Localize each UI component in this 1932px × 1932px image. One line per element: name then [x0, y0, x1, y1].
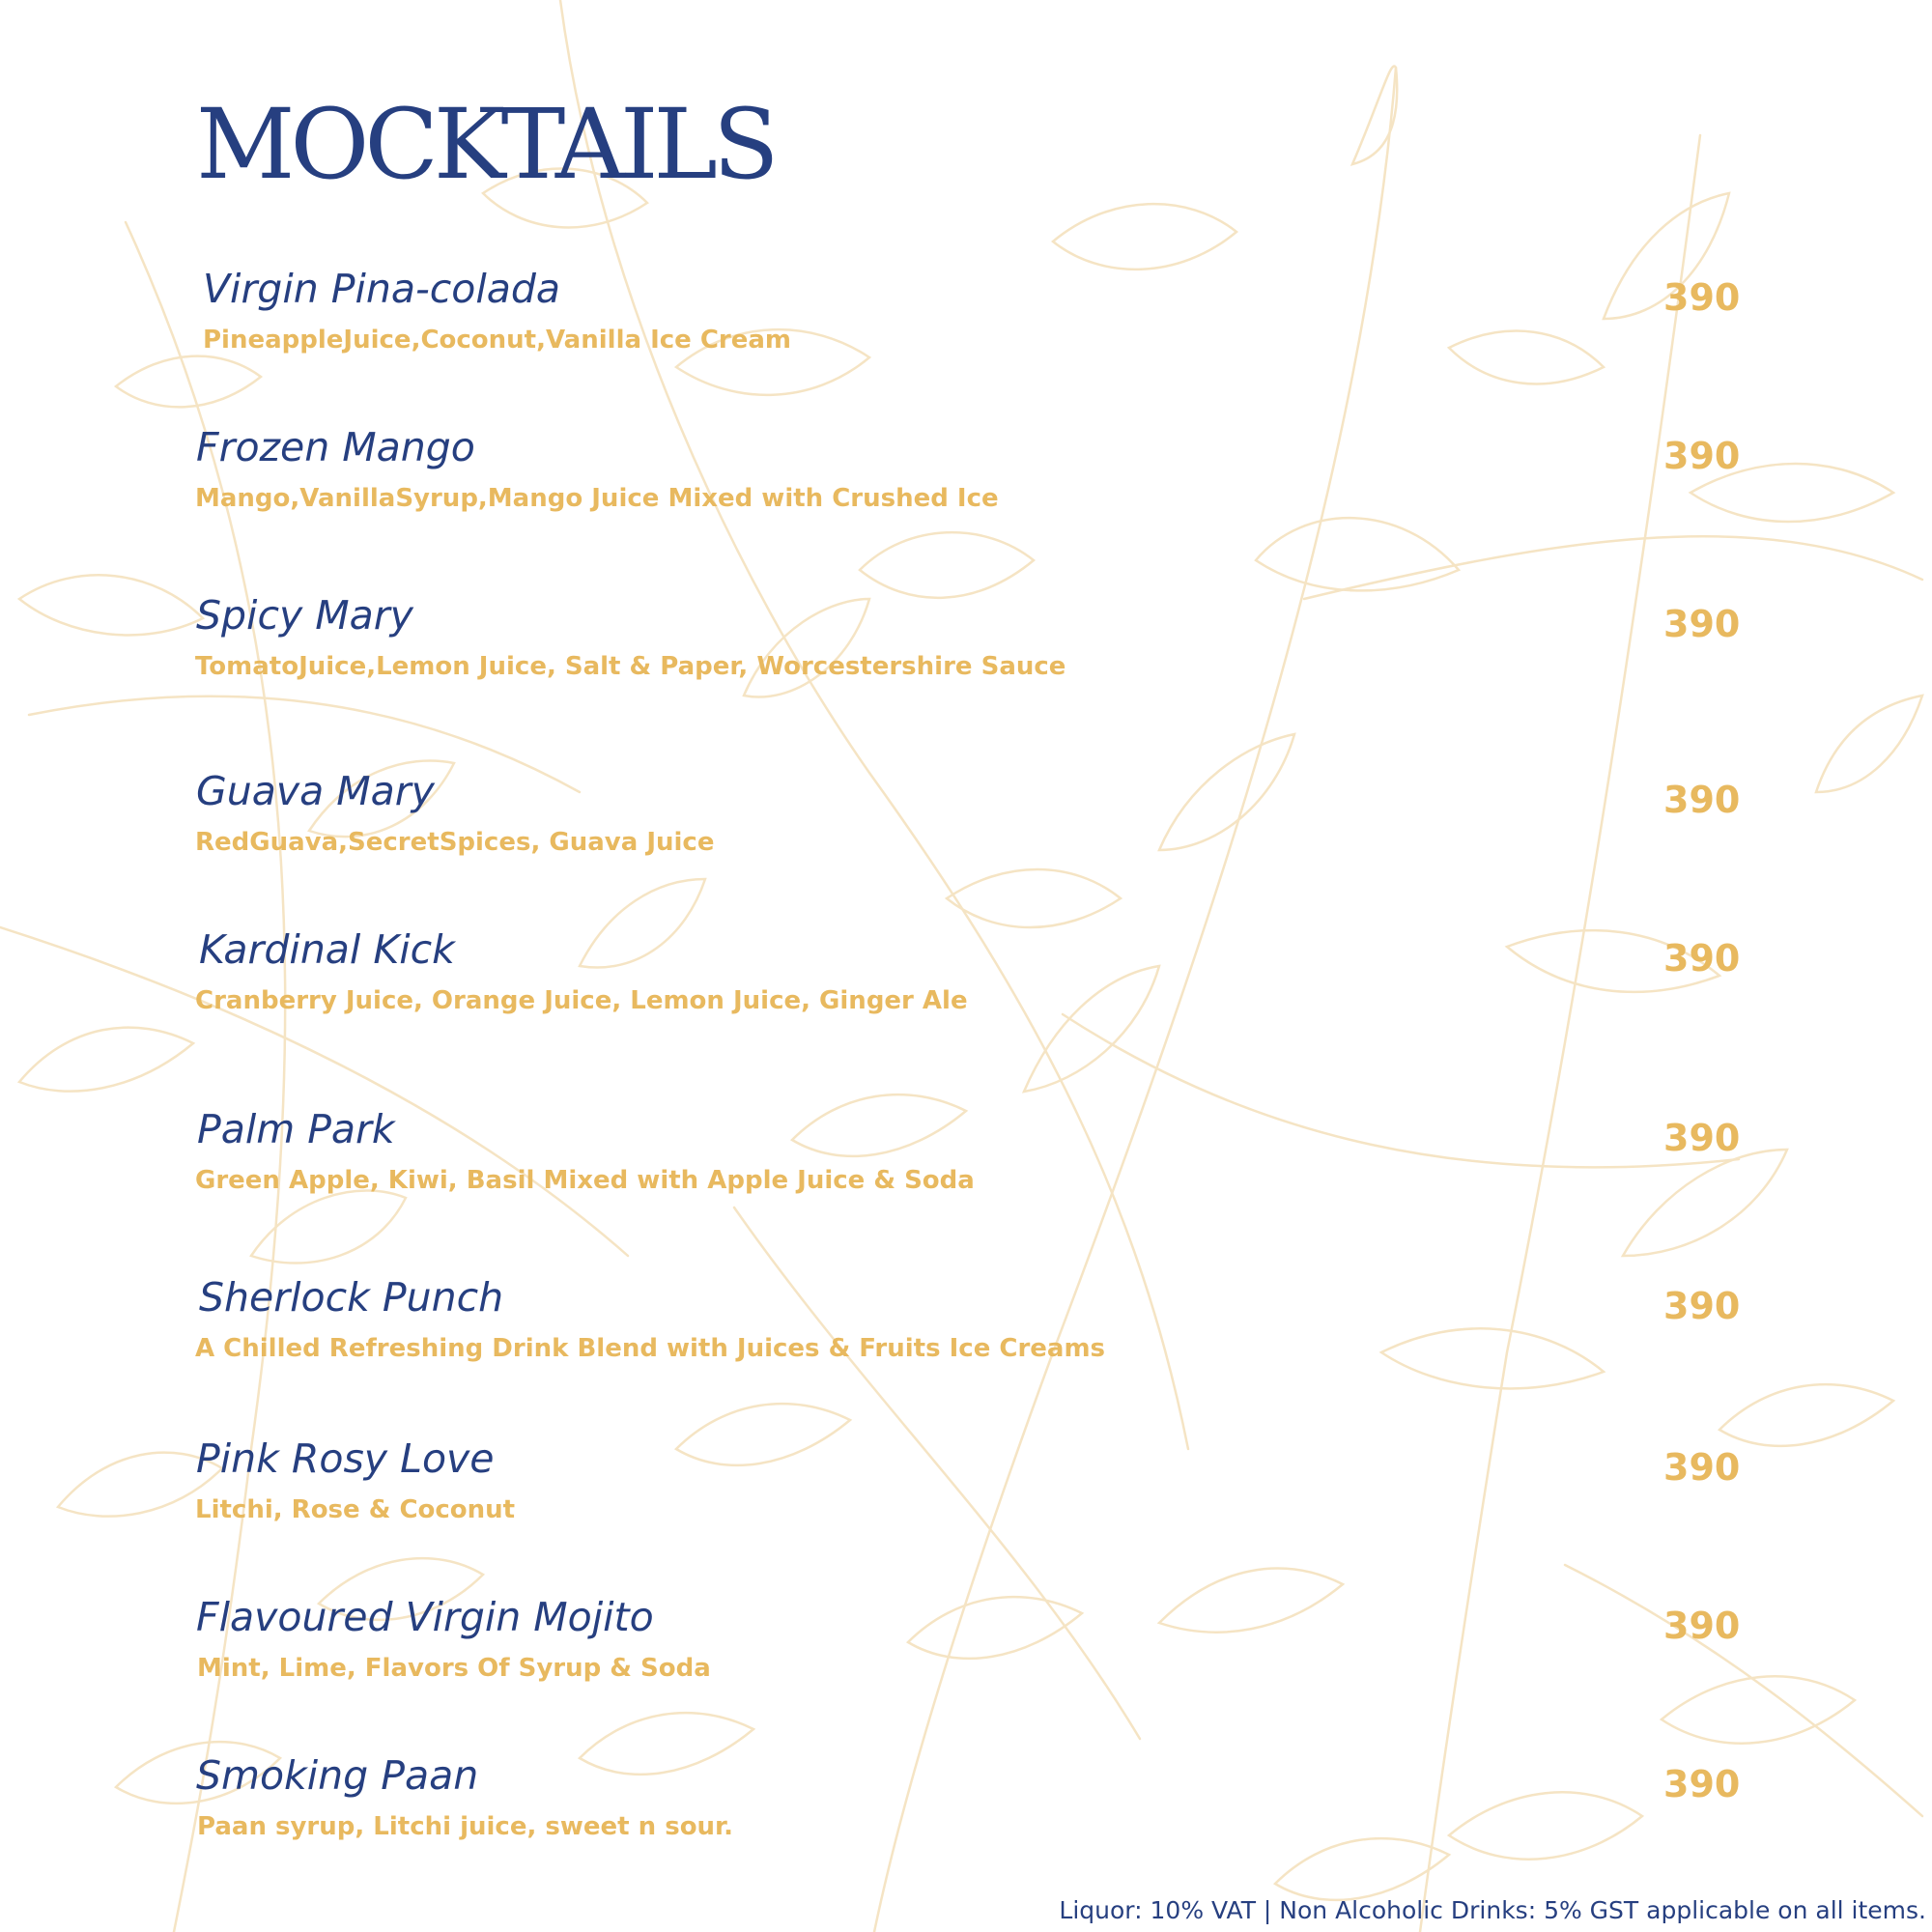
item-description: Cranberry Juice, Orange Juice, Lemon Juice, Ginger Ale — [195, 986, 968, 1015]
item-price: 390 — [1663, 435, 1741, 477]
item-price: 390 — [1663, 276, 1741, 319]
item-name: Palm Park — [197, 1106, 395, 1152]
item-price: 390 — [1663, 1285, 1741, 1327]
tax-note: Liquor: 10% VAT | Non Alcoholic Drinks: 5% GST applicable on all items. — [1059, 1896, 1926, 1924]
item-description: Mint, Lime, Flavors Of Syrup & Soda — [197, 1654, 711, 1683]
item-description: Green Apple, Kiwi, Basil Mixed with Apple Juice & Soda — [195, 1166, 975, 1195]
item-price: 390 — [1663, 1446, 1741, 1489]
item-price: 390 — [1663, 779, 1741, 821]
item-name: Virgin Pina-colada — [203, 266, 561, 312]
menu-item — [0, 924, 1932, 1069]
item-name: Frozen Mango — [196, 424, 475, 470]
item-description: Litchi, Rose & Coconut — [195, 1495, 516, 1524]
menu-item — [0, 422, 1932, 567]
item-name: Pink Rosy Love — [196, 1435, 495, 1482]
item-description: Mango,VanillaSyrup,Mango Juice Mixed with Crushed Ice — [195, 484, 999, 513]
item-price: 390 — [1663, 1763, 1741, 1805]
menu-item — [0, 1592, 1932, 1737]
item-name: Smoking Paan — [196, 1752, 479, 1799]
menu-item — [0, 264, 1932, 409]
item-price: 390 — [1663, 937, 1741, 980]
menu-item — [0, 1104, 1932, 1249]
item-name: Sherlock Punch — [199, 1274, 504, 1321]
item-price: 390 — [1663, 1117, 1741, 1159]
menu-item — [0, 1434, 1932, 1578]
item-description: TomatoJuice,Lemon Juice, Salt & Paper, Worcestershire Sauce — [195, 652, 1066, 681]
item-name: Guava Mary — [196, 768, 435, 814]
menu-item — [0, 590, 1932, 735]
item-description: PineappleJuice,Coconut,Vanilla Ice Cream — [203, 326, 792, 355]
menu-item — [0, 1272, 1932, 1417]
item-description: RedGuava,SecretSpices, Guava Juice — [195, 828, 715, 857]
item-description: Paan syrup, Litchi juice, sweet n sour. — [197, 1812, 734, 1841]
item-name: Flavoured Virgin Mojito — [196, 1594, 654, 1640]
menu-item — [0, 1750, 1932, 1895]
item-price: 390 — [1663, 1605, 1741, 1647]
menu-item — [0, 766, 1932, 911]
item-name: Kardinal Kick — [199, 926, 455, 973]
item-price: 390 — [1663, 603, 1741, 645]
item-description: A Chilled Refreshing Drink Blend with Juices & Fruits Ice Creams — [195, 1334, 1106, 1363]
item-name: Spicy Mary — [196, 592, 413, 639]
page-title: MOCKTAILS — [196, 88, 775, 201]
